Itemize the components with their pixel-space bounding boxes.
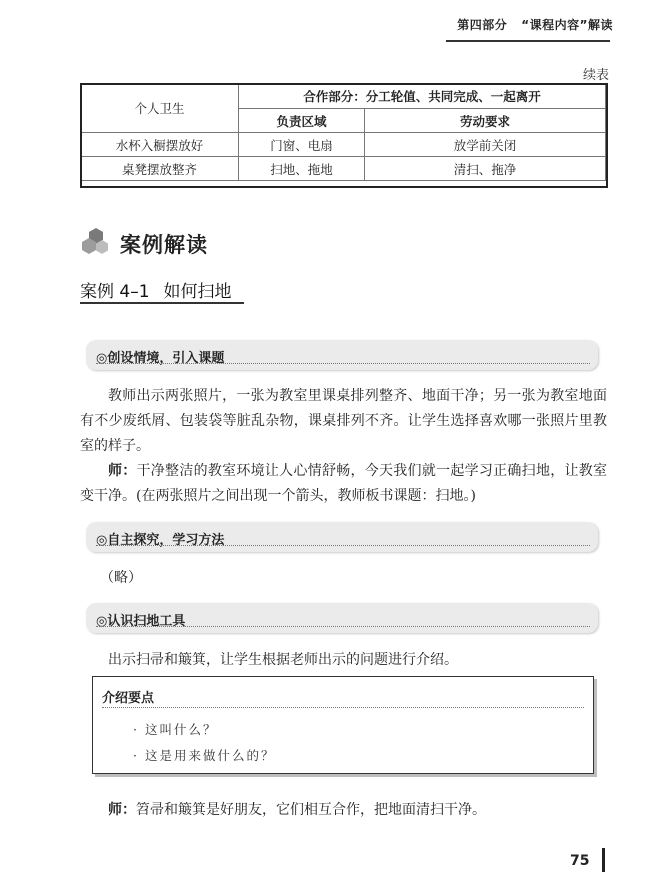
header-part: 第四部分 [457,18,508,32]
speaker-label: 师： [108,802,136,818]
paragraph-body: 笤帚和簸箕是好朋友，它们相互合作，把地面清扫干净。 [136,802,486,818]
paragraph-text: 出示扫帚和簸箕，让学生根据老师出示的问题进行介绍。 [108,652,458,668]
banner-dotted-rule [96,626,590,627]
key-points-box [92,676,594,774]
table-cell: 清扫、拖净 [365,157,606,181]
continued-label: 续表 [582,68,609,83]
table-cell: 门窗、电扇 [239,133,365,157]
case-heading [80,277,232,302]
section-title: 案例解读 [120,233,208,257]
table-row [81,133,606,157]
banner-label: ◎创设情境，引入课题 [96,351,225,366]
case-rule [80,302,244,304]
banner-dotted-rule [96,363,590,364]
header-title: “课程内容”解读 [521,18,613,32]
subheading-banner [86,522,598,552]
hexagon-icon [80,226,112,256]
table-row [81,157,606,181]
page-number: 75 [570,853,590,869]
col-header-area: 负责区域 [239,109,365,133]
list-item: · 这是用来做什么的？ [133,748,276,763]
paragraph [80,798,607,823]
header-rule [446,40,610,42]
box-dotted-rule [102,707,584,708]
subheading-banner [86,340,598,370]
table-cell: 放学前关闭 [365,133,606,157]
banner-dotted-rule [96,545,590,546]
box-title: 介绍要点 [102,691,155,706]
row-header-cell: 个人卫生 [81,84,239,133]
table-cell: 桌凳摆放整齐 [81,157,239,181]
paragraph-text [80,798,607,823]
case-number: 案例 4–1 [80,282,150,302]
case-title: 如何扫地 [163,282,232,302]
duty-table [80,83,606,181]
banner-label: ◎自主探究，学习方法 [96,533,225,548]
page-number-rule [602,848,605,872]
group-header-cell: 合作部分：分工轮值、共同完成、一起离开 [239,84,606,109]
table-cell: 水杯入橱摆放好 [81,133,239,157]
col-header-requirement: 劳动要求 [365,109,606,133]
subheading-banner [86,603,598,633]
paragraph [80,566,607,591]
list-item: · 这叫什么？ [133,722,218,737]
paragraph-body: 干净整洁的教室环境让人心情舒畅，今天我们就一起学习正确扫地，让教室变干净。(在两张照片之间出现一个箭头，教师板书课题：扫地。) [80,463,607,504]
paragraph-text [80,459,607,509]
running-header [457,16,613,33]
table-cell: 扫地、拖地 [239,157,365,181]
paragraph-text: 教师出示两张照片，一张为教室里课桌排列整齐、地面干净；另一张为教室地面有不少废纸屑、包装袋等脏乱杂物，课桌排列不齐。让学生选择喜欢哪一张照片里教室的样子。 [80,388,607,454]
paragraph [80,384,607,509]
banner-label: ◎认识扫地工具 [96,614,186,629]
omitted-text: （略） [100,570,142,586]
speaker-label: 师： [108,463,137,479]
paragraph [80,648,607,673]
